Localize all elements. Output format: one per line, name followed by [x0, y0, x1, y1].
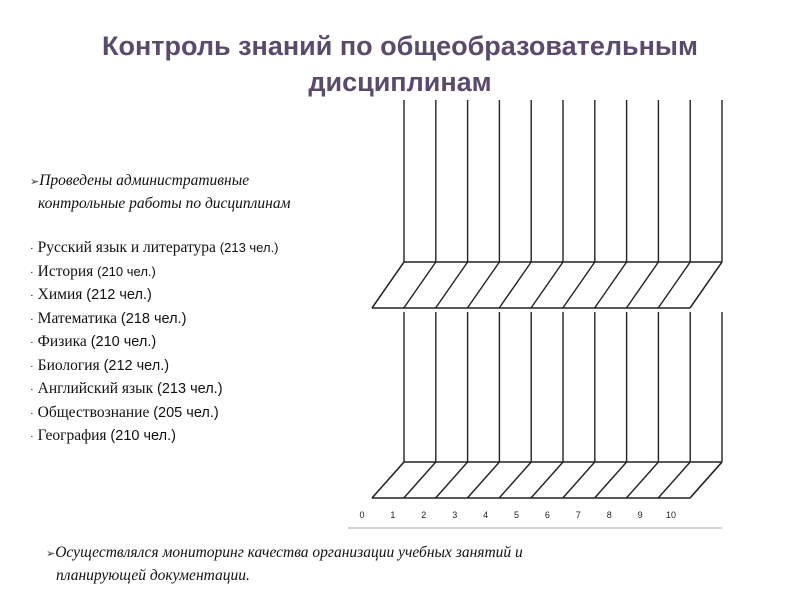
- subject-name: Математика: [37, 309, 118, 327]
- subject-count: (212 чел.): [103, 357, 170, 374]
- floor-gridline: [658, 262, 690, 308]
- subject-name: Английский язык: [37, 380, 154, 397]
- list-item: [30, 308, 390, 332]
- floor-gridline: [563, 262, 595, 308]
- x-tick-label: 1: [390, 510, 396, 520]
- floor-gridline: [499, 462, 531, 498]
- list-item: [30, 402, 390, 426]
- subject-name: Обществознание: [37, 403, 150, 421]
- x-tick-label: 9: [637, 510, 643, 520]
- floor-gridline: [531, 462, 563, 498]
- x-tick-label: 4: [483, 510, 489, 520]
- x-tick-label: 5: [513, 510, 520, 520]
- dot-bullet-icon: ·: [30, 313, 34, 326]
- intro-bullet: [30, 170, 390, 214]
- arrow-bullet-icon: ➢: [30, 176, 40, 188]
- list-item: [30, 237, 390, 261]
- list-item: [30, 425, 390, 449]
- x-tick-label: 2: [421, 510, 427, 520]
- subject-count: (205 чел.): [153, 404, 219, 421]
- floor-gridline: [595, 462, 627, 498]
- intro-bullet-line2: контрольные работы по дисциплинам: [38, 195, 291, 212]
- footer-bullet: [46, 542, 706, 587]
- dot-bullet-icon: ·: [30, 360, 34, 373]
- floor-gridline: [372, 462, 404, 498]
- intro-bullet-line1: Проведены административные: [39, 172, 250, 189]
- dot-bullet-icon: ·: [30, 337, 34, 349]
- floor-gridline: [563, 462, 595, 498]
- list-item: [30, 261, 390, 285]
- dot-bullet-icon: ·: [30, 431, 34, 443]
- list-item: [30, 284, 390, 308]
- list-item: [30, 355, 390, 379]
- arrow-bullet-icon: ➢: [46, 548, 56, 560]
- subject-count: (210 чел.): [90, 334, 157, 350]
- x-tick-label: 0: [359, 510, 365, 520]
- subject-name: Физика: [37, 333, 87, 350]
- x-tick-label: 7: [575, 510, 581, 520]
- subject-count: (210 чел.): [97, 263, 156, 279]
- floor-right-edge: [690, 462, 722, 498]
- floor-gridline: [436, 262, 468, 308]
- subject-name: Химия: [37, 286, 83, 303]
- floor-gridline: [499, 262, 531, 308]
- list-item: [30, 378, 390, 402]
- floor-gridline: [626, 462, 658, 498]
- x-tick-label: 10: [665, 510, 677, 520]
- floor-gridline: [690, 462, 722, 498]
- dot-bullet-icon: ·: [30, 384, 34, 396]
- subject-count: (213 чел.): [219, 240, 279, 255]
- x-tick-label: 8: [606, 510, 612, 520]
- subject-count: (213 чел.): [157, 381, 223, 397]
- dot-bullet-icon: ·: [30, 407, 34, 420]
- slide-title-line2: дисциплинам: [308, 67, 492, 97]
- floor-left-edge: [372, 462, 404, 498]
- x-tick-label: 3: [452, 510, 458, 520]
- subject-name: Биология: [37, 356, 100, 374]
- floor-right-edge: [690, 262, 722, 308]
- footer-line1: Осуществлялся мониторинг качества организации учебных занятий и: [55, 544, 523, 561]
- floor-gridline: [626, 262, 658, 308]
- floor-gridline: [404, 262, 436, 308]
- footer-line2: планирующей документации.: [56, 567, 250, 584]
- subject-count: (212 чел.): [86, 287, 152, 303]
- floor-gridline: [690, 262, 722, 308]
- slide-title-line1: Контроль знаний по общеобразовательным: [102, 31, 698, 61]
- subject-count: (218 чел.): [120, 310, 187, 327]
- subject-list: [30, 237, 390, 449]
- dot-bullet-icon: ·: [30, 266, 34, 279]
- dot-bullet-icon: ·: [30, 290, 34, 302]
- dot-bullet-icon: ·: [30, 243, 34, 255]
- subject-name: География: [37, 427, 107, 444]
- subject-name: История: [37, 262, 94, 280]
- floor-gridline: [467, 462, 499, 498]
- floor-gridline: [531, 262, 563, 308]
- subject-name: Русский язык и литература: [37, 239, 216, 256]
- floor-gridline: [467, 262, 499, 308]
- list-item: [30, 331, 390, 355]
- x-tick-label: 6: [544, 510, 550, 520]
- floor-gridline: [404, 462, 436, 498]
- subject-count: (210 чел.): [110, 428, 176, 444]
- floor-gridline: [595, 262, 627, 308]
- floor-gridline: [658, 462, 690, 498]
- floor-gridline: [436, 462, 468, 498]
- slide-title: [0, 28, 800, 100]
